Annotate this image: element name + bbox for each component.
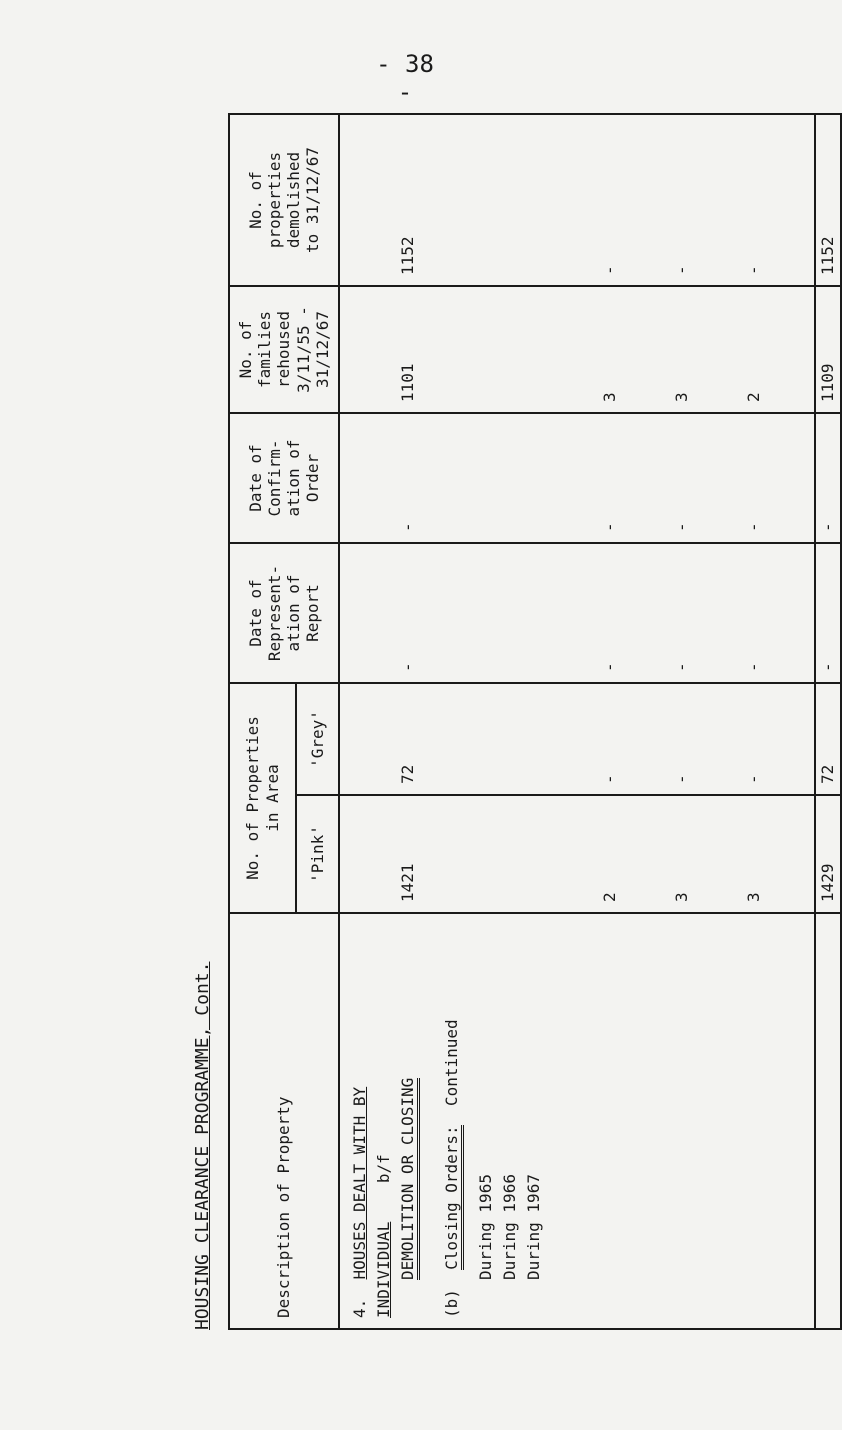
- confirmation-cell: [339, 413, 815, 543]
- col-pink-header: 'Pink': [296, 795, 339, 913]
- col-grey-header: 'Grey': [296, 683, 339, 795]
- value: 1101: [397, 363, 417, 402]
- value: 72: [397, 764, 417, 784]
- total-confirmation: -: [815, 413, 841, 543]
- value: -: [743, 265, 763, 275]
- col-families-header: No. of families rehoused 3/11/55 - 31/12/67: [229, 286, 339, 413]
- section-b-title: (b) Closing Orders: Continued: [440, 924, 464, 1318]
- value: 2: [599, 892, 619, 902]
- value: -: [671, 662, 691, 672]
- value: -: [397, 522, 417, 532]
- rotated-report: [192, 115, 837, 1330]
- totals-label-cell: [815, 913, 841, 1329]
- totals-row: [815, 114, 841, 1329]
- description-cell: [339, 913, 815, 1329]
- value: 3: [743, 892, 763, 902]
- list-item: During 1965: [475, 1174, 495, 1280]
- value: -: [671, 522, 691, 532]
- section-4-title: 4. HOUSES DEALT WITH BY INDIVIDUAL b/f: [349, 1086, 393, 1318]
- total-pink: 1429: [815, 795, 841, 913]
- representation-cell: [339, 543, 815, 683]
- value: -: [397, 662, 417, 672]
- value: -: [599, 774, 619, 784]
- clearance-table: [228, 113, 842, 1330]
- list-item: During 1966: [499, 1174, 519, 1280]
- header-row: [229, 114, 296, 1329]
- page-number: - 38 -: [376, 50, 434, 106]
- value: 1421: [397, 863, 417, 902]
- value: -: [599, 662, 619, 672]
- section-4-subtitle: DEMOLITION OR CLOSING: [396, 924, 420, 1318]
- value: 2: [743, 392, 763, 402]
- total-grey: 72: [815, 683, 841, 795]
- value: 3: [671, 392, 691, 402]
- total-demolished: 1152: [815, 114, 841, 286]
- col-confirmation-header: Date of Confirm- ation of Order: [229, 413, 339, 543]
- value: -: [671, 774, 691, 784]
- value: -: [599, 522, 619, 532]
- demolished-cell: [339, 114, 815, 286]
- table-row: [339, 114, 815, 1329]
- pink-cell: [339, 795, 815, 913]
- col-properties-header: No. of Properties in Area: [229, 683, 296, 913]
- value: -: [743, 774, 763, 784]
- total-families: 1109: [815, 286, 841, 413]
- document-heading: HOUSING CLEARANCE PROGRAMME, Cont.: [192, 961, 213, 1330]
- col-description-header: Description of Property: [229, 913, 339, 1329]
- value: -: [743, 662, 763, 672]
- col-demolished-header: No. of properties demolished to 31/12/67: [229, 114, 339, 286]
- total-representation: -: [815, 543, 841, 683]
- value: -: [599, 265, 619, 275]
- value: 1152: [397, 236, 417, 275]
- value: -: [743, 522, 763, 532]
- value: 3: [671, 892, 691, 902]
- families-cell: [339, 286, 815, 413]
- col-representation-header: Date of Represent- ation of Report: [229, 543, 339, 683]
- value: 3: [599, 392, 619, 402]
- grey-cell: [339, 683, 815, 795]
- list-item: During 1967: [523, 1174, 543, 1280]
- value: -: [671, 265, 691, 275]
